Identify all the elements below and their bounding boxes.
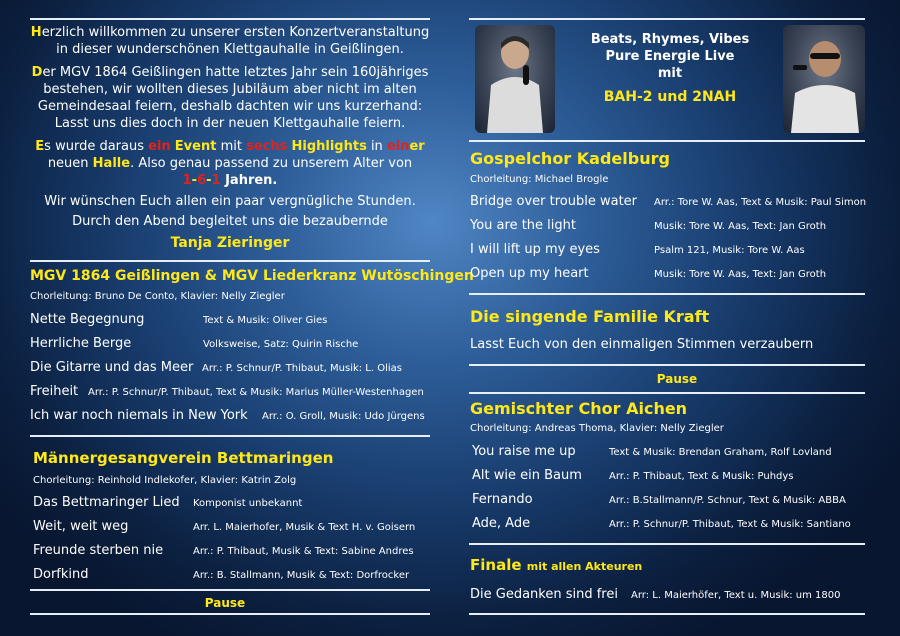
- highlight-yellow: Highlights: [291, 139, 367, 154]
- highlight-red: sechs: [246, 139, 288, 154]
- banner-line: mit: [657, 66, 683, 81]
- banner-line: Beats, Rhymes, Vibes: [590, 32, 750, 47]
- song-title: Nette Begegnung: [30, 312, 145, 327]
- pause-label: Pause: [656, 372, 698, 386]
- highlight-red: ein: [148, 139, 171, 154]
- song-title: Freiheit: [30, 384, 79, 399]
- song-title: Ich war noch niemals in New York: [30, 408, 248, 423]
- song-credit: Arr.: P. Thibaut, Musik & Text: Sabine Andres: [193, 546, 414, 557]
- song-credit: Volksweise, Satz: Quirin Rische: [203, 339, 359, 350]
- intro-text: Jahren.: [220, 173, 278, 188]
- intro-text: neuen: [47, 156, 93, 171]
- section-text: Lasst Euch von den einmaligen Stimmen verzaubern: [470, 337, 814, 352]
- section-title-kraft: Die singende Familie Kraft: [470, 307, 710, 326]
- intro-text: in: [366, 139, 387, 154]
- divider: [469, 392, 865, 394]
- intro-text: Wir wünschen Euch allen ein paar vergnügliche Stunden.: [44, 194, 416, 209]
- initial-letter: E: [35, 139, 45, 154]
- song-credit: Komponist unbekannt: [193, 498, 303, 509]
- intro-line: [30, 115, 430, 132]
- intro-text: erzlich willkommen zu unserer ersten Konzertveranstaltung: [41, 25, 430, 40]
- song-credit: Arr.: P. Schnur/P. Thibaut, Text & Musik: Marius Müller-Westenhagen: [88, 387, 424, 398]
- intro-text: er MGV 1864 Geißlingen hatte letztes Jahr sein 160jähriges: [42, 65, 429, 80]
- divider: [30, 435, 430, 437]
- song-title: You raise me up: [472, 444, 576, 459]
- song-credit: Arr.: B.Stallmann/P. Schnur, Text & Musik: ABBA: [609, 495, 846, 506]
- song-title: Alt wie ein Baum: [472, 468, 582, 483]
- song-title: Das Bettmaringer Lied: [33, 495, 180, 510]
- song-credit: Arr. L. Maierhofer, Musik & Text H. v. Goisern: [193, 522, 416, 533]
- artist-photo-right: [783, 25, 865, 133]
- intro-line: [30, 138, 430, 155]
- divider: [469, 543, 865, 545]
- age-digit: 6: [197, 173, 207, 188]
- host-name: [30, 235, 430, 252]
- conductor-line: Chorleitung: Michael Brogle: [470, 174, 609, 185]
- divider: [469, 140, 865, 142]
- conductor-line: Chorleitung: Reinhold Indlekofer, Klavier: Katrin Zolg: [33, 475, 297, 486]
- highlight-red: ein: [386, 139, 410, 154]
- song-credit: Arr.: P. Schnur/P. Thibaut, Text & Musik: Santiano: [609, 519, 851, 530]
- highlight-yellow: er: [409, 139, 425, 154]
- song-title: Dorfkind: [33, 567, 89, 582]
- age-dash: -: [206, 173, 212, 188]
- intro-line: [30, 155, 430, 172]
- intro-line: [30, 41, 430, 58]
- intro-line: [30, 172, 430, 189]
- finale-subtitle: mit allen Akteuren: [526, 560, 643, 573]
- song-credit: Text & Musik: Oliver Gies: [203, 315, 328, 326]
- intro-line: [30, 24, 430, 41]
- divider: [30, 613, 430, 615]
- song-title: Freunde sterben nie: [33, 543, 164, 558]
- song-credit: Text & Musik: Brendan Graham, Rolf Lovland: [609, 447, 832, 458]
- intro-text: bestehen, wir wollten dieses Jubiläum aber nicht im alten: [43, 82, 417, 97]
- artist-photo-left: [475, 25, 555, 133]
- song-title: Herrliche Berge: [30, 336, 132, 351]
- intro-line: [30, 98, 430, 115]
- divider: [30, 260, 430, 262]
- song-title: Open up my heart: [470, 266, 589, 281]
- highlight-yellow: Halle: [92, 156, 131, 171]
- divider: [30, 589, 430, 591]
- song-credit: Psalm 121, Musik: Tore W. Aas: [654, 245, 805, 256]
- song-title: You are the light: [470, 218, 576, 233]
- banner-artists: BAH-2 und 2NAH: [603, 89, 737, 105]
- song-credit: Musik: Tore W. Aas, Text: Jan Groth: [654, 221, 827, 232]
- age-digit: 1: [211, 173, 221, 188]
- conductor-line: Chorleitung: Bruno De Conto, Klavier: Nelly Ziegler: [30, 291, 285, 302]
- divider: [469, 364, 865, 366]
- section-title-aichen: Gemischter Chor Aichen: [470, 399, 688, 418]
- song-credit: Arr.: P. Thibaut, Text & Musik: Puhdys: [609, 471, 794, 482]
- section-title-mgv: MGV 1864 Geißlingen & MGV Liederkranz Wutöschingen: [30, 268, 474, 284]
- song-credit: Arr.: P. Schnur/P. Thibaut, Musik: L. Olias: [202, 363, 402, 374]
- intro-line: [30, 213, 430, 230]
- song-title: Fernando: [472, 492, 533, 507]
- song-title: Ade, Ade: [472, 516, 531, 531]
- song-title: Weit, weit weg: [33, 519, 129, 534]
- age-dash: -: [191, 173, 198, 188]
- conductor-line: Chorleitung: Andreas Thoma, Klavier: Nelly Ziegler: [470, 423, 724, 434]
- song-credit: Arr.: B. Stallmann, Musik & Text: Dorfrocker: [193, 570, 410, 581]
- divider: [30, 18, 430, 20]
- intro-text: Lasst uns dies doch in der neuen Klettgauhalle feiern.: [54, 116, 406, 131]
- song-credit: Arr.: O. Groll, Musik: Udo Jürgens: [262, 411, 425, 422]
- intro-text: in dieser wunderschönen Klettgauhalle in Geißlingen.: [56, 42, 404, 57]
- intro-text: mit: [216, 139, 247, 154]
- divider: [469, 18, 865, 20]
- initial-letter: D: [31, 65, 43, 80]
- song-title: Die Gitarre und das Meer: [30, 360, 194, 375]
- intro-line: [30, 64, 430, 81]
- intro-text: s wurde daraus: [44, 139, 149, 154]
- initial-letter: H: [30, 25, 42, 40]
- divider: [469, 293, 865, 295]
- intro-text: Gemeindesaal feiern, deshalb dachten wir uns kurzerhand:: [37, 99, 423, 114]
- age-digit: 1: [182, 173, 192, 188]
- section-title-finale: [470, 556, 642, 574]
- finale-title: Finale: [470, 556, 522, 574]
- highlight-yellow: Event: [174, 139, 217, 154]
- divider: [469, 613, 865, 615]
- section-title-bettmaringen: Männergesangverein Bettmaringen: [33, 449, 334, 467]
- song-title: Bridge over trouble water: [470, 194, 638, 209]
- intro-text: . Also genau passend zu unserem Alter von: [130, 156, 413, 171]
- pause-label: Pause: [204, 596, 246, 610]
- host-name-text: Tanja Zieringer: [170, 235, 290, 251]
- song-credit: Musik: Tore W. Aas, Text: Jan Groth: [654, 269, 827, 280]
- song-title: I will lift up my eyes: [470, 242, 600, 257]
- section-title-gospel: Gospelchor Kadelburg: [470, 149, 670, 168]
- intro-text: Durch den Abend begleitet uns die bezaubernde: [72, 214, 388, 229]
- song-credit: Arr: L. Maierhöfer, Text u. Musik: um 1800: [631, 590, 841, 601]
- song-title: Die Gedanken sind frei: [470, 587, 618, 602]
- banner-line: Pure Energie Live: [605, 49, 735, 64]
- song-credit: Arr.: Tore W. Aas, Text & Musik: Paul Simon: [654, 197, 867, 208]
- intro-line: [30, 81, 430, 98]
- intro-line: [30, 193, 430, 210]
